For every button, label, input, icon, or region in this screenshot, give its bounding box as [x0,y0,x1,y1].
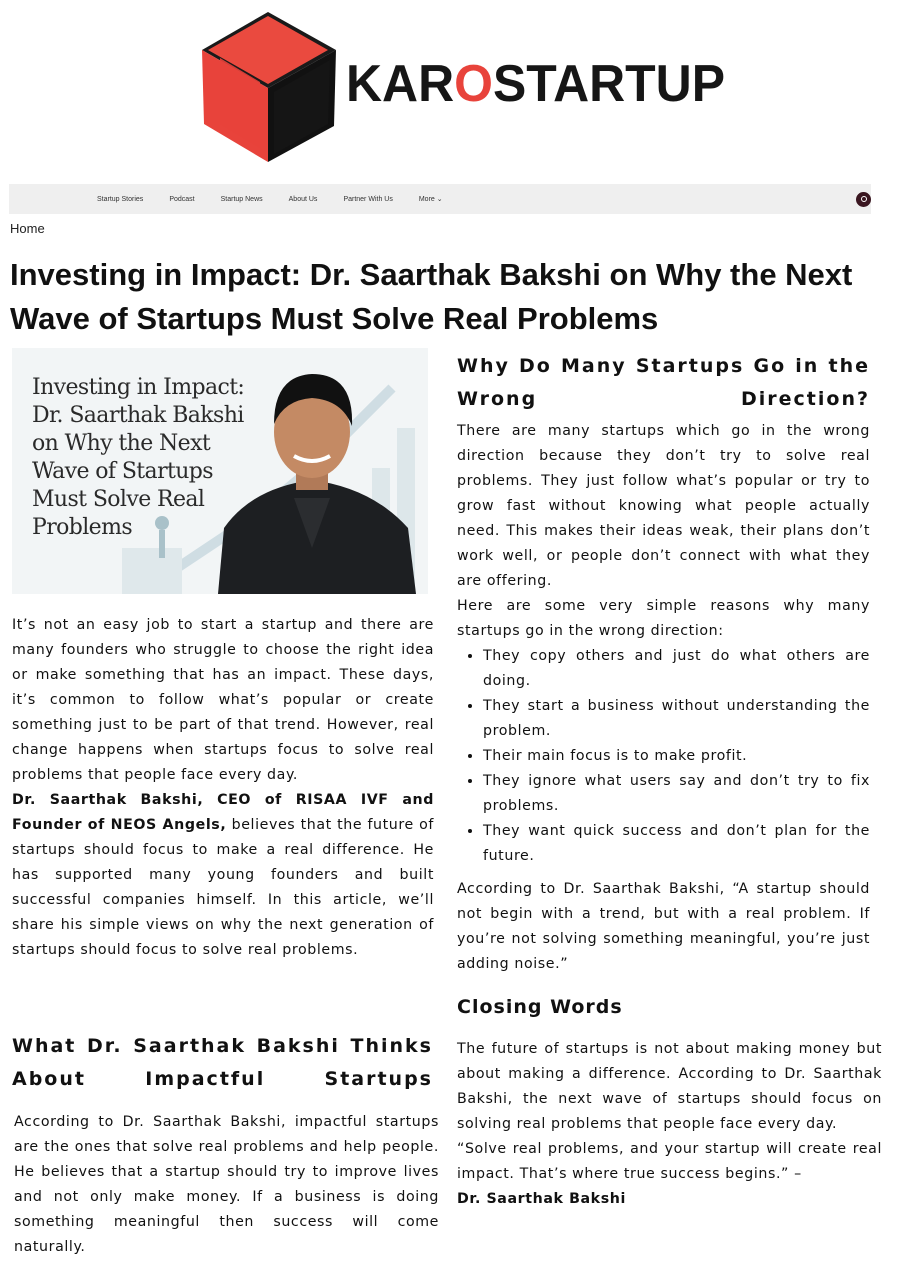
nav-more-dropdown[interactable]: More ⌄ [418,196,443,203]
section2-heading: Why Do Many Startups Go in the Wrong Direction? [457,355,870,410]
cube-icon [200,8,340,166]
list-item: • They start a business without understanding the problem. [483,694,870,744]
nav-podcast[interactable]: Podcast [169,195,195,203]
hero-caption: Investing in Impact: Dr. Saarthak Bakshi on Why the Next Wave of Startups Must Solve Real Problems [32,375,245,540]
intro-paragraph: It’s not an easy job to start a startup and there are many founders who struggle to choose the right idea or make something that has an impact. These days, it’s common to follow what’s popular or create something just to be part of that trend. However, real change happens when startups focus to solve real problems that people face every day. [12,617,434,783]
bio-bold: Dr. Saarthak Bakshi, CEO of RISAA IVF and Founder of NEOS Angels, [12,792,434,833]
closing-author: Dr. Saarthak Bakshi [457,1191,626,1207]
list-item: • They want quick success and don’t plan for the future. [483,819,870,869]
reasons-list [457,644,870,869]
closing-body: The future of startups is not about making money but about making a difference. According to Dr. Saarthak Bakshi, the next wave of startups should focus on solving real problems that people face every day. [457,1041,882,1132]
section1-body: According to Dr. Saarthak Bakshi, impactful startups are the ones that solve real problems and help people. He believes that a startup should try to improve lives and not only make money. If a business is doing something meaningful then success will come naturally. [14,1114,439,1255]
site-logo[interactable] [200,8,726,166]
search-icon [861,196,867,202]
section2-body: There are many startups which go in the wrong direction because they don’t try to solve real problems. They just follow what’s popular or try to grow fast without knowing what people actually need. This makes their ideas weak, their plans don’t work well, or people don’t connect with what they are offering. [457,423,870,589]
list-item: • They copy others and just do what others are doing. [483,644,870,694]
nav-startup-news[interactable]: Startup News [220,195,263,203]
logo-wordmark: KAROSTARTUP [346,55,726,113]
right-column [457,419,870,869]
section2-lead: Here are some very simple reasons why many startups go in the wrong direction: [457,598,870,639]
nav-startup-stories[interactable]: Startup Stories [97,195,144,203]
hero-image [12,348,428,594]
list-item: • They ignore what users say and don’t try to fix problems. [483,769,870,819]
bio-paragraph: Dr. Saarthak Bakshi, CEO of RISAA IVF and Founder of NEOS Angels, believes that the future of startups should focus to make a real difference. He has supported many young founders and built successful companies himself. In this article, we’ll share his simple views on why the next generation of startups should focus to solve real problems. [12,792,434,958]
section1-heading: What Dr. Saarthak Bakshi Thinks About Impactful Startups [12,1035,433,1090]
left-column [12,613,434,963]
closing-heading: Closing Words [457,996,623,1018]
article-title: Investing in Impact: Dr. Saarthak Bakshi on Why the Next Wave of Startups Must Solve Real Problems [10,257,853,336]
nav-about-us[interactable]: About Us [288,195,318,203]
list-item: • Their main focus is to make profit. [483,744,870,769]
main-navbar [9,184,871,214]
breadcrumb-home[interactable]: Home [10,221,45,236]
nav-partner-with-us[interactable]: Partner With Us [343,195,393,203]
closing-quote: “Solve real problems, and your startup will create real impact. That’s where true success begins.” – Dr. Saarthak Bakshi [457,1141,882,1207]
closing-section [457,1037,882,1212]
search-button[interactable] [856,192,871,207]
quote-paragraph: According to Dr. Saarthak Bakshi, “A startup should not begin with a trend, but with a real problem. If you’re not solving something meaningful, you’re just adding noise.” [457,881,870,972]
